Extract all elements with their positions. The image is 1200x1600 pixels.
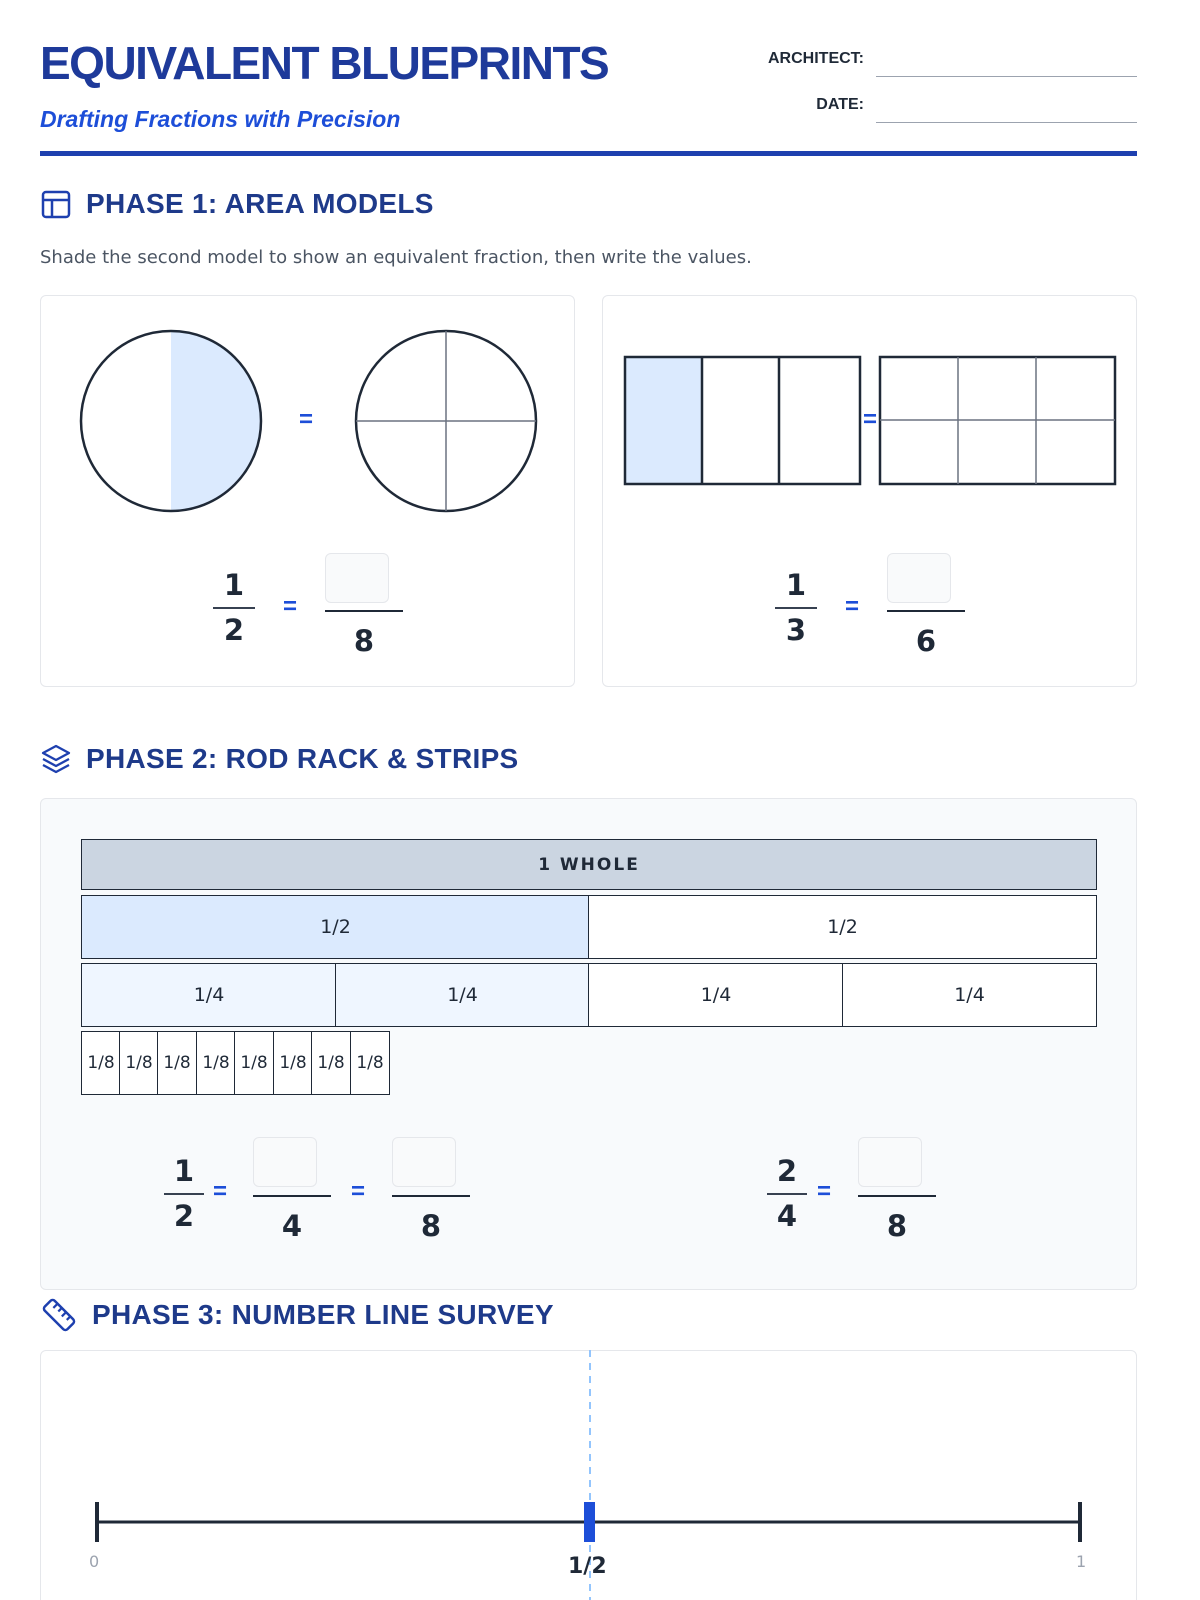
- answer-numerator-input[interactable]: [858, 1137, 922, 1187]
- equals-sign: =: [845, 593, 860, 620]
- strip-half: 1/2: [81, 895, 590, 959]
- phase3-heading: [40, 1296, 554, 1334]
- denominator: 3: [785, 613, 807, 647]
- layout-icon: [40, 188, 72, 220]
- answer-numerator-input[interactable]: [392, 1137, 456, 1187]
- equals-sign: =: [299, 406, 314, 433]
- layers-icon: [40, 743, 72, 775]
- fraction-given: [775, 568, 817, 647]
- rectangle-models: [603, 296, 1138, 688]
- equals-sign: =: [213, 1178, 228, 1205]
- strip-eighth: 1/8: [196, 1031, 236, 1095]
- phase1-title: PHASE 1: AREA MODELS: [86, 188, 434, 219]
- number-line-card: [40, 1350, 1137, 1600]
- page-subtitle: Drafting Fractions with Precision: [40, 106, 401, 132]
- equals-sign: =: [817, 1178, 832, 1205]
- strip-quarter: 1/4: [335, 963, 590, 1027]
- area-model-card-halves: [40, 295, 575, 687]
- equals-sign: =: [351, 1178, 366, 1205]
- numerator: 1: [223, 568, 245, 602]
- fraction-bar: [858, 1195, 936, 1197]
- fraction-bar: [392, 1195, 470, 1197]
- phase2-title: PHASE 2: ROD RACK & STRIPS: [86, 743, 519, 774]
- rod-rack-card: [40, 798, 1137, 1290]
- strip-eighth: 1/8: [157, 1031, 197, 1095]
- fraction-given: [164, 1154, 204, 1233]
- header-divider: [40, 151, 1137, 156]
- architect-field[interactable]: [876, 76, 1137, 77]
- ruler-icon: [40, 1296, 78, 1334]
- circle-models: [41, 296, 576, 688]
- strip-half: 1/2: [588, 895, 1097, 959]
- label-one: 1: [1076, 1552, 1087, 1571]
- strip-eighth: 1/8: [234, 1031, 274, 1095]
- date-field[interactable]: [876, 122, 1137, 123]
- answer-denominator: 4: [281, 1209, 303, 1243]
- tick-midpoint[interactable]: [584, 1502, 595, 1542]
- area-model-card-thirds: [602, 295, 1137, 687]
- answer-denominator: 8: [886, 1209, 908, 1243]
- strip-eighth: 1/8: [81, 1031, 121, 1095]
- numerator: 1: [173, 1154, 195, 1188]
- rect-shaded-third: [625, 357, 701, 484]
- phase1-heading: [40, 188, 434, 220]
- date-label: DATE:: [816, 96, 864, 113]
- fraction-bar: [325, 610, 403, 612]
- strip-eighth: 1/8: [350, 1031, 390, 1095]
- equals-sign: =: [863, 406, 878, 433]
- answer-denominator: 6: [915, 624, 937, 658]
- page-title: EQUIVALENT BLUEPRINTS: [40, 37, 609, 89]
- fraction-given: [767, 1154, 807, 1233]
- circle-shaded-half: [171, 331, 261, 511]
- answer-numerator-input[interactable]: [325, 553, 389, 603]
- phase1-instructions: Shade the second model to show an equivalent fraction, then write the values.: [40, 247, 752, 268]
- architect-label: ARCHITECT:: [768, 50, 864, 67]
- numerator: 2: [776, 1154, 798, 1188]
- phase2-heading: [40, 743, 519, 775]
- answer-denominator: 8: [353, 624, 375, 658]
- strip-quarter: 1/4: [81, 963, 337, 1027]
- denominator: 4: [776, 1199, 798, 1233]
- fraction-bar: [253, 1195, 331, 1197]
- label-half: 1/2: [568, 1554, 607, 1579]
- answer-numerator-input[interactable]: [887, 553, 951, 603]
- answer-numerator-input[interactable]: [253, 1137, 317, 1187]
- phase3-title: PHASE 3: NUMBER LINE SURVEY: [92, 1299, 554, 1330]
- strip-whole: 1 WHOLE: [81, 839, 1097, 890]
- fraction-bar: [887, 610, 965, 612]
- strip-eighth: 1/8: [311, 1031, 351, 1095]
- strip-eighth: 1/8: [273, 1031, 313, 1095]
- numerator: 1: [785, 568, 807, 602]
- fraction-given: [213, 568, 255, 647]
- strip-quarter: 1/4: [842, 963, 1097, 1027]
- equals-sign: =: [283, 593, 298, 620]
- denominator: 2: [223, 613, 245, 647]
- strip-quarter: 1/4: [588, 963, 844, 1027]
- answer-denominator: 8: [420, 1209, 442, 1243]
- denominator: 2: [173, 1199, 195, 1233]
- strip-eighth: 1/8: [119, 1031, 159, 1095]
- label-zero: 0: [89, 1552, 100, 1571]
